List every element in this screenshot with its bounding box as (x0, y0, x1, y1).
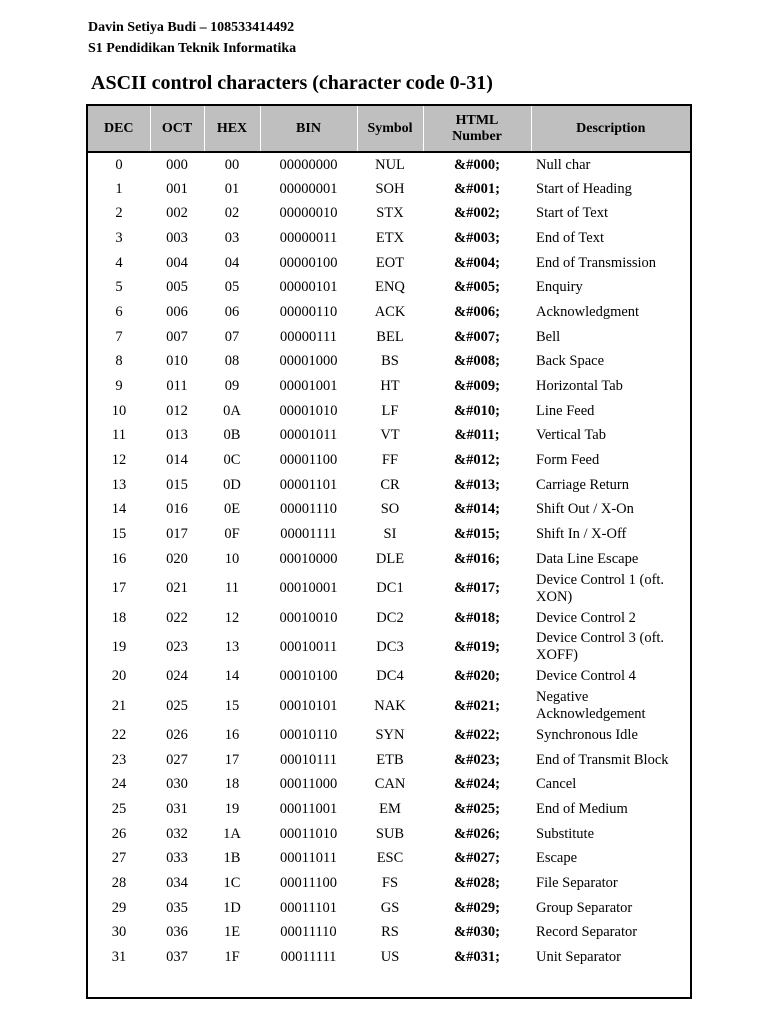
cell-bin: 00010001 (279, 580, 338, 597)
cell-symbol: STX (376, 205, 404, 222)
cell-symbol: DC4 (376, 668, 404, 685)
cell-html-number: &#001; (454, 180, 500, 197)
cell-oct: 036 (166, 924, 188, 941)
cell-bin: 00010111 (280, 751, 337, 768)
cell-description: Back Space (536, 353, 605, 370)
cell-symbol: LF (381, 402, 399, 419)
cell-hex: 17 (224, 751, 240, 768)
cell-oct: 037 (166, 949, 188, 966)
cell-hex: 01 (224, 180, 240, 197)
cell-html-number: &#027; (454, 850, 500, 867)
cell-html-number: &#004; (454, 254, 500, 271)
cell-symbol: ENQ (375, 279, 405, 296)
cell-dec: 25 (111, 800, 127, 817)
cell-description: Cancel (536, 776, 577, 793)
col-header-dec: DEC (88, 106, 150, 152)
cell-hex: 11 (225, 580, 239, 597)
cell-symbol: SI (383, 526, 397, 543)
cell-oct: 010 (166, 353, 188, 370)
author-line: Davin Setiya Budi – 108533414492 (88, 20, 295, 35)
cell-bin: 00000010 (279, 205, 338, 222)
cell-bin: 00000011 (279, 229, 338, 246)
cell-description: Data Line Escape (536, 550, 639, 567)
cell-hex: 0A (223, 402, 241, 419)
cell-bin: 00011111 (280, 949, 337, 966)
cell-hex: 1E (223, 924, 241, 941)
cell-oct: 023 (166, 638, 188, 655)
cell-description: Start of Text (536, 205, 609, 222)
table-row (88, 448, 690, 473)
cell-description: Synchronous Idle (536, 726, 638, 743)
cell-hex: 16 (224, 726, 240, 743)
cell-bin: 00001110 (280, 501, 337, 518)
table-row (88, 772, 690, 797)
cell-hex: 06 (224, 303, 240, 320)
cell-oct: 020 (166, 550, 188, 567)
cell-hex: 04 (224, 254, 240, 271)
cell-dec: 28 (111, 875, 127, 892)
table-row (88, 251, 690, 276)
table-row (88, 300, 690, 325)
cell-symbol: ETX (375, 229, 405, 246)
cell-html-number: &#007; (454, 328, 500, 345)
table-row (88, 275, 690, 300)
table-row (88, 152, 690, 177)
cell-oct: 033 (166, 850, 188, 867)
cell-bin: 00001100 (279, 452, 338, 469)
cell-description: Escape (536, 850, 578, 867)
cell-oct: 007 (166, 328, 188, 345)
col-header-oct: OCT (150, 106, 204, 152)
cell-symbol: SO (380, 501, 400, 518)
cell-dec: 22 (111, 726, 127, 743)
table-row (88, 547, 690, 572)
cell-bin: 00010011 (279, 638, 338, 655)
cell-dec: 20 (111, 668, 127, 685)
cell-html-number: &#006; (454, 303, 500, 320)
cell-symbol: NAK (374, 697, 406, 714)
cell-description: Substitute (536, 825, 595, 842)
cell-symbol: US (380, 949, 400, 966)
program-line: S1 Pendidikan Teknik Informatika (88, 41, 297, 56)
cell-dec: 8 (115, 353, 123, 370)
cell-dec: 29 (111, 899, 127, 916)
col-header-html-number (423, 106, 531, 152)
cell-bin: 00000001 (279, 180, 338, 197)
cell-description: Line Feed (536, 402, 595, 419)
cell-hex: 1A (223, 825, 241, 842)
cell-dec: 5 (115, 279, 123, 296)
cell-dec: 10 (111, 402, 127, 419)
cell-symbol: NUL (375, 157, 405, 174)
cell-oct: 002 (166, 205, 188, 222)
cell-hex: 14 (224, 668, 240, 685)
cell-oct: 026 (166, 726, 188, 743)
cell-symbol: ESC (376, 850, 404, 867)
table-row (88, 350, 690, 375)
cell-bin: 00000111 (280, 328, 337, 345)
cell-hex: 10 (224, 550, 240, 567)
cell-html-number: &#011; (454, 427, 500, 444)
cell-html-number: &#005; (454, 279, 500, 296)
cell-description: Vertical Tab (536, 427, 606, 444)
col-header-html-number-label: HTML Number (452, 112, 502, 144)
table-row (88, 177, 690, 202)
cell-description: Unit Separator (536, 949, 621, 966)
cell-dec: 30 (111, 924, 127, 941)
cell-bin: 00011000 (279, 776, 338, 793)
cell-symbol: ACK (374, 303, 406, 320)
cell-hex: 00 (224, 157, 240, 174)
cell-hex: 0E (223, 501, 241, 518)
cell-html-number: &#022; (454, 726, 500, 743)
cell-symbol: GS (380, 899, 400, 916)
cell-bin: 00001000 (279, 353, 338, 370)
cell-symbol: DC3 (376, 638, 404, 655)
table-row (88, 921, 690, 946)
cell-description: End of Text (536, 229, 604, 246)
cell-hex: 19 (224, 800, 240, 817)
cell-description: End of Transmission (536, 254, 657, 271)
cell-bin: 00011010 (279, 825, 338, 842)
table-body (88, 152, 690, 970)
cell-symbol: EM (379, 800, 401, 817)
cell-description: Enquiry (536, 279, 583, 296)
cell-symbol: ETB (376, 751, 404, 768)
cell-hex: 02 (224, 205, 240, 222)
cell-oct: 003 (166, 229, 188, 246)
table-row (88, 374, 690, 399)
cell-bin: 00010100 (279, 668, 338, 685)
cell-oct: 011 (166, 378, 188, 395)
cell-symbol: FF (381, 452, 399, 469)
cell-dec: 9 (115, 378, 123, 395)
cell-symbol: VT (380, 427, 400, 444)
table-row (88, 871, 690, 896)
table-row (88, 748, 690, 773)
cell-html-number: &#016; (454, 550, 500, 567)
cell-oct: 016 (166, 501, 188, 518)
cell-dec: 0 (115, 157, 123, 174)
table-row (88, 522, 690, 547)
cell-oct: 014 (166, 452, 188, 469)
cell-bin: 00011110 (280, 924, 337, 941)
cell-html-number: &#012; (454, 452, 500, 469)
cell-hex: 0F (224, 526, 240, 543)
table-row (88, 572, 690, 606)
cell-symbol: SYN (375, 726, 405, 743)
cell-dec: 27 (111, 850, 127, 867)
cell-html-number: &#024; (454, 776, 500, 793)
cell-description: Group Separator (536, 899, 633, 916)
cell-html-number: &#021; (454, 697, 500, 714)
cell-hex: 0D (223, 476, 241, 493)
cell-dec: 26 (111, 825, 127, 842)
table-row (88, 226, 690, 251)
cell-html-number: &#029; (454, 899, 500, 916)
cell-dec: 12 (111, 452, 127, 469)
document-header (88, 17, 296, 59)
col-header-hex: HEX (204, 106, 260, 152)
cell-oct: 005 (166, 279, 188, 296)
cell-oct: 001 (166, 180, 188, 197)
table-row (88, 723, 690, 748)
cell-symbol: BS (381, 353, 399, 370)
ascii-table (88, 106, 690, 970)
table-row (88, 424, 690, 449)
col-header-bin: BIN (260, 106, 357, 152)
cell-html-number: &#020; (454, 668, 500, 685)
cell-symbol: DC1 (376, 580, 404, 597)
cell-dec: 3 (115, 229, 123, 246)
cell-oct: 032 (166, 825, 188, 842)
cell-description: Bell (536, 328, 561, 345)
cell-html-number: &#030; (454, 924, 500, 941)
cell-hex: 1B (223, 850, 241, 867)
cell-hex: 0C (223, 452, 241, 469)
cell-bin: 00011100 (280, 875, 337, 892)
col-header-symbol: Symbol (357, 106, 423, 152)
cell-dec: 23 (111, 751, 127, 768)
cell-bin: 00011011 (280, 850, 337, 867)
cell-dec: 17 (111, 580, 127, 597)
cell-description: Negative Acknowledgement (536, 689, 646, 723)
table-row (88, 847, 690, 872)
cell-dec: 19 (111, 638, 127, 655)
cell-oct: 024 (166, 668, 188, 685)
cell-dec: 6 (115, 303, 123, 320)
cell-oct: 004 (166, 254, 188, 271)
cell-symbol: CR (380, 476, 400, 493)
cell-symbol: FS (381, 875, 399, 892)
cell-hex: 03 (224, 229, 240, 246)
table-row (88, 498, 690, 523)
cell-oct: 021 (166, 580, 188, 597)
cell-symbol: CAN (374, 776, 406, 793)
cell-bin: 00010101 (279, 697, 338, 714)
cell-dec: 2 (115, 205, 123, 222)
cell-html-number: &#008; (454, 353, 500, 370)
cell-oct: 030 (166, 776, 188, 793)
cell-html-number: &#014; (454, 501, 500, 518)
cell-dec: 31 (111, 949, 127, 966)
cell-description: Acknowledgment (536, 303, 640, 320)
cell-hex: 07 (224, 328, 240, 345)
cell-bin: 00000110 (279, 303, 338, 320)
cell-dec: 16 (111, 550, 127, 567)
table-row (88, 822, 690, 847)
cell-oct: 027 (166, 751, 188, 768)
cell-hex: 13 (224, 638, 240, 655)
cell-hex: 15 (224, 697, 240, 714)
table-row (88, 325, 690, 350)
cell-dec: 24 (111, 776, 127, 793)
cell-description: Device Control 2 (536, 609, 636, 626)
cell-html-number: &#003; (454, 229, 500, 246)
cell-html-number: &#031; (454, 949, 500, 966)
cell-html-number: &#019; (454, 638, 500, 655)
cell-symbol: DC2 (376, 609, 404, 626)
cell-html-number: &#017; (454, 580, 500, 597)
cell-bin: 00000100 (279, 254, 338, 271)
cell-bin: 00000000 (279, 157, 338, 174)
cell-bin: 00011101 (280, 899, 337, 916)
cell-description: Carriage Return (536, 476, 630, 493)
cell-dec: 14 (111, 501, 127, 518)
cell-oct: 031 (166, 800, 188, 817)
cell-oct: 035 (166, 899, 188, 916)
cell-bin: 00001111 (280, 526, 337, 543)
table-header-row (88, 106, 690, 152)
cell-hex: 0B (223, 427, 241, 444)
cell-dec: 4 (115, 254, 123, 271)
cell-hex: 09 (224, 378, 240, 395)
cell-description: Start of Heading (536, 180, 632, 197)
table-row (88, 201, 690, 226)
cell-symbol: RS (381, 924, 399, 941)
cell-symbol: HT (380, 378, 400, 395)
cell-oct: 012 (166, 402, 188, 419)
table-row (88, 945, 690, 970)
table-row (88, 689, 690, 723)
cell-hex: 1D (223, 899, 241, 916)
cell-symbol: DLE (375, 550, 405, 567)
cell-oct: 006 (166, 303, 188, 320)
cell-html-number: &#013; (454, 476, 500, 493)
cell-oct: 013 (166, 427, 188, 444)
cell-hex: 08 (224, 353, 240, 370)
page-title: ASCII control characters (character code 0-31) (91, 72, 493, 94)
cell-dec: 18 (111, 609, 127, 626)
table-row (88, 606, 690, 631)
cell-description: Form Feed (536, 452, 600, 469)
cell-bin: 00001001 (279, 378, 338, 395)
cell-hex: 12 (224, 609, 240, 626)
table-row (88, 797, 690, 822)
cell-bin: 00001010 (279, 402, 338, 419)
cell-dec: 13 (111, 476, 127, 493)
cell-description: Null char (536, 157, 591, 174)
cell-html-number: &#028; (454, 875, 500, 892)
cell-bin: 00011001 (279, 800, 338, 817)
cell-hex: 18 (224, 776, 240, 793)
table-row (88, 664, 690, 689)
cell-html-number: &#009; (454, 378, 500, 395)
cell-description: Horizontal Tab (536, 378, 623, 395)
col-header-description: Description (531, 106, 690, 152)
cell-dec: 1 (115, 180, 123, 197)
table-row (88, 399, 690, 424)
cell-dec: 21 (111, 697, 127, 714)
cell-html-number: &#010; (454, 402, 500, 419)
cell-hex: 1C (223, 875, 241, 892)
cell-description: Shift Out / X-On (536, 501, 634, 518)
cell-oct: 015 (166, 476, 188, 493)
cell-oct: 034 (166, 875, 188, 892)
cell-bin: 00001011 (279, 427, 338, 444)
cell-html-number: &#002; (454, 205, 500, 222)
cell-html-number: &#000; (454, 157, 500, 174)
cell-oct: 017 (166, 526, 188, 543)
cell-description: File Separator (536, 875, 618, 892)
cell-oct: 000 (166, 157, 188, 174)
cell-html-number: &#025; (454, 800, 500, 817)
cell-dec: 11 (112, 427, 126, 444)
table-row (88, 473, 690, 498)
cell-symbol: SOH (375, 180, 405, 197)
cell-symbol: BEL (376, 328, 404, 345)
table-row (88, 896, 690, 921)
cell-bin: 00000101 (279, 279, 338, 296)
cell-html-number: &#023; (454, 751, 500, 768)
cell-symbol: SUB (375, 825, 405, 842)
cell-description: Device Control 4 (536, 668, 636, 685)
cell-bin: 00010000 (279, 550, 338, 567)
cell-oct: 025 (166, 697, 188, 714)
cell-html-number: &#026; (454, 825, 500, 842)
cell-description: End of Transmit Block (536, 751, 669, 768)
cell-bin: 00010110 (279, 726, 338, 743)
cell-dec: 7 (115, 328, 123, 345)
cell-html-number: &#015; (454, 526, 500, 543)
cell-symbol: EOT (375, 254, 405, 271)
cell-html-number: &#018; (454, 609, 500, 626)
cell-description: End of Medium (536, 800, 628, 817)
cell-description: Record Separator (536, 924, 638, 941)
cell-hex: 1F (224, 949, 240, 966)
table-row (88, 630, 690, 664)
cell-description: Shift In / X-Off (536, 526, 627, 543)
cell-bin: 00001101 (279, 476, 338, 493)
cell-bin: 00010010 (279, 609, 338, 626)
cell-dec: 15 (111, 526, 127, 543)
cell-hex: 05 (224, 279, 240, 296)
cell-description: Device Control 1 (oft. XON) (536, 571, 665, 605)
cell-oct: 022 (166, 609, 188, 626)
ascii-table-frame (86, 104, 692, 999)
cell-description: Device Control 3 (oft. XOFF) (536, 630, 665, 664)
